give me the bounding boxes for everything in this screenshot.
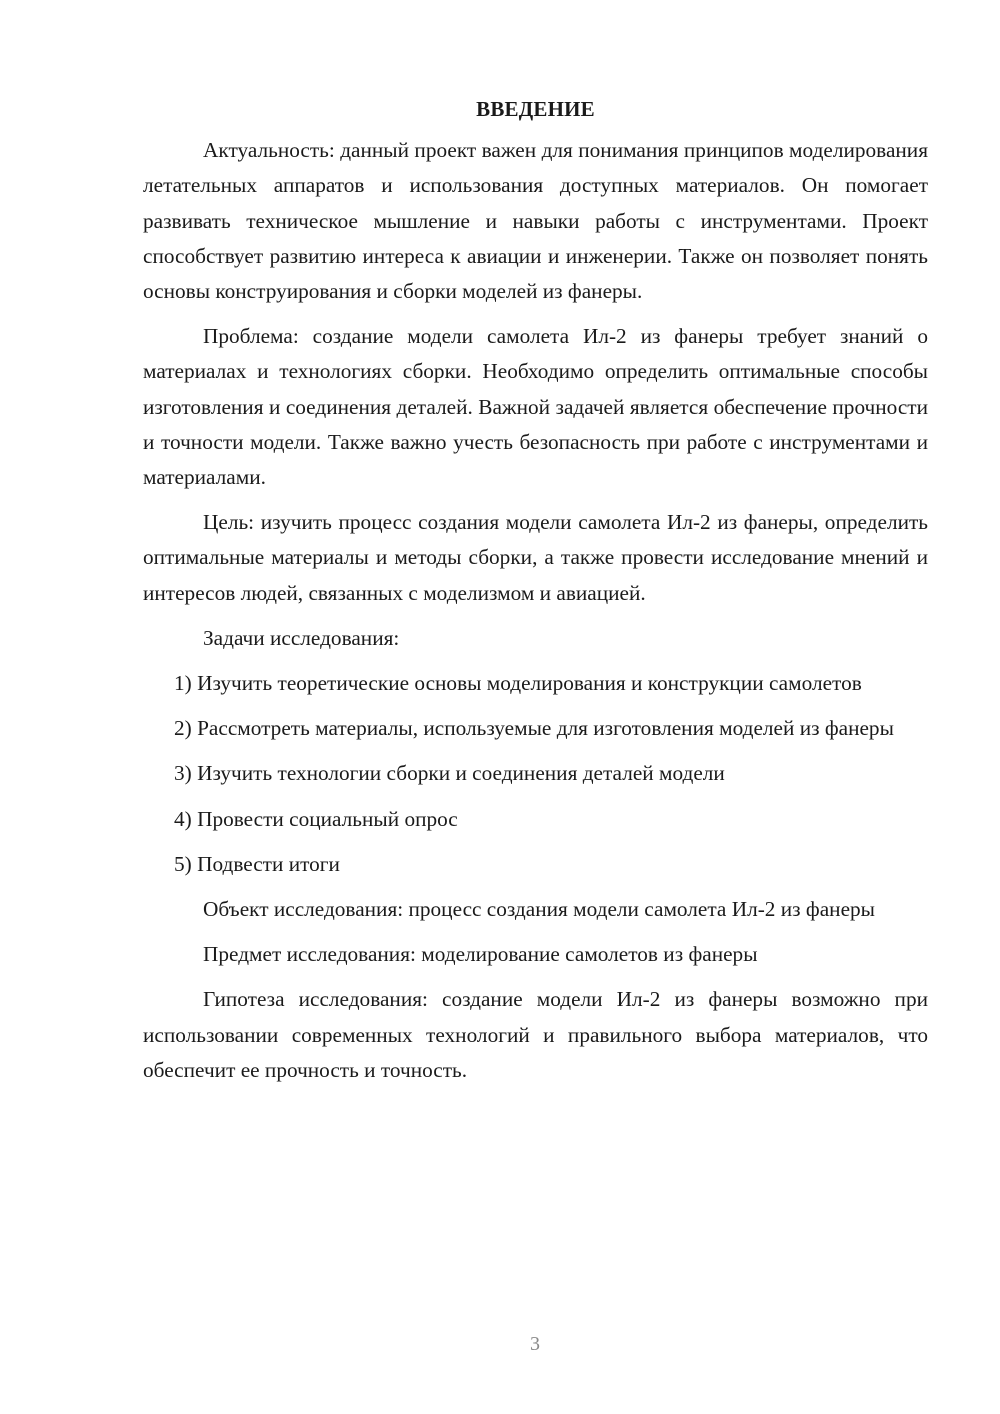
list-item: 5) Подвести итоги (174, 851, 340, 876)
relevance-paragraph: Актуальность: данный проект важен для понимания принципов моделирования летательных аппаратов и использования доступных материалов. Он помогает развивать техническое мышление и навыки работы с инструментами. Проект способствует развитию интереса к авиации и инженерии. Также он позволяет понять основы конструирования и сборки моделей из фанеры. (143, 138, 928, 304)
list-item: 1) Изучить теоретические основы моделирования и конструкции самолетов (174, 671, 862, 696)
object-paragraph: Объект исследования: процесс создания модели самолета Ил-2 из фанеры (203, 897, 875, 922)
tasks-title: Задачи исследования: (203, 625, 400, 650)
hypothesis-paragraph: Гипотеза исследования: создание модели Ил-2 из фанеры возможно при использовании современных технологий и правильного выбора материалов, что обеспечит ее прочность и точность. (143, 987, 928, 1082)
list-item: 3) Изучить технологии сборки и соединения деталей модели (174, 761, 725, 786)
subject-paragraph: Предмет исследования: моделирование самолетов из фанеры (203, 942, 758, 967)
list-item: 4) Провести социальный опрос (174, 806, 458, 831)
goal-paragraph: Цель: изучить процесс создания модели самолета Ил-2 из фанеры, определить оптимальные материалы и методы сборки, а также провести исследование мнений и интересов людей, связанных с моделизмом и авиацией. (143, 510, 928, 605)
page-title: ВВЕДЕНИЕ (476, 97, 595, 121)
problem-paragraph: Проблема: создание модели самолета Ил-2 из фанеры требует знаний о материалах и технологиях сборки. Необходимо определить оптимальные способы изготовления и соединения деталей. Важной задачей является обеспечение прочности и точности модели. Также важно учесть безопасность при работе с инструментами и материалами. (143, 324, 928, 490)
page-number: 3 (530, 1333, 540, 1355)
tasks-list (143, 666, 928, 882)
list-item: 2) Рассмотреть материалы, используемые для изготовления моделей из фанеры (174, 716, 894, 741)
document-page (143, 92, 928, 1088)
